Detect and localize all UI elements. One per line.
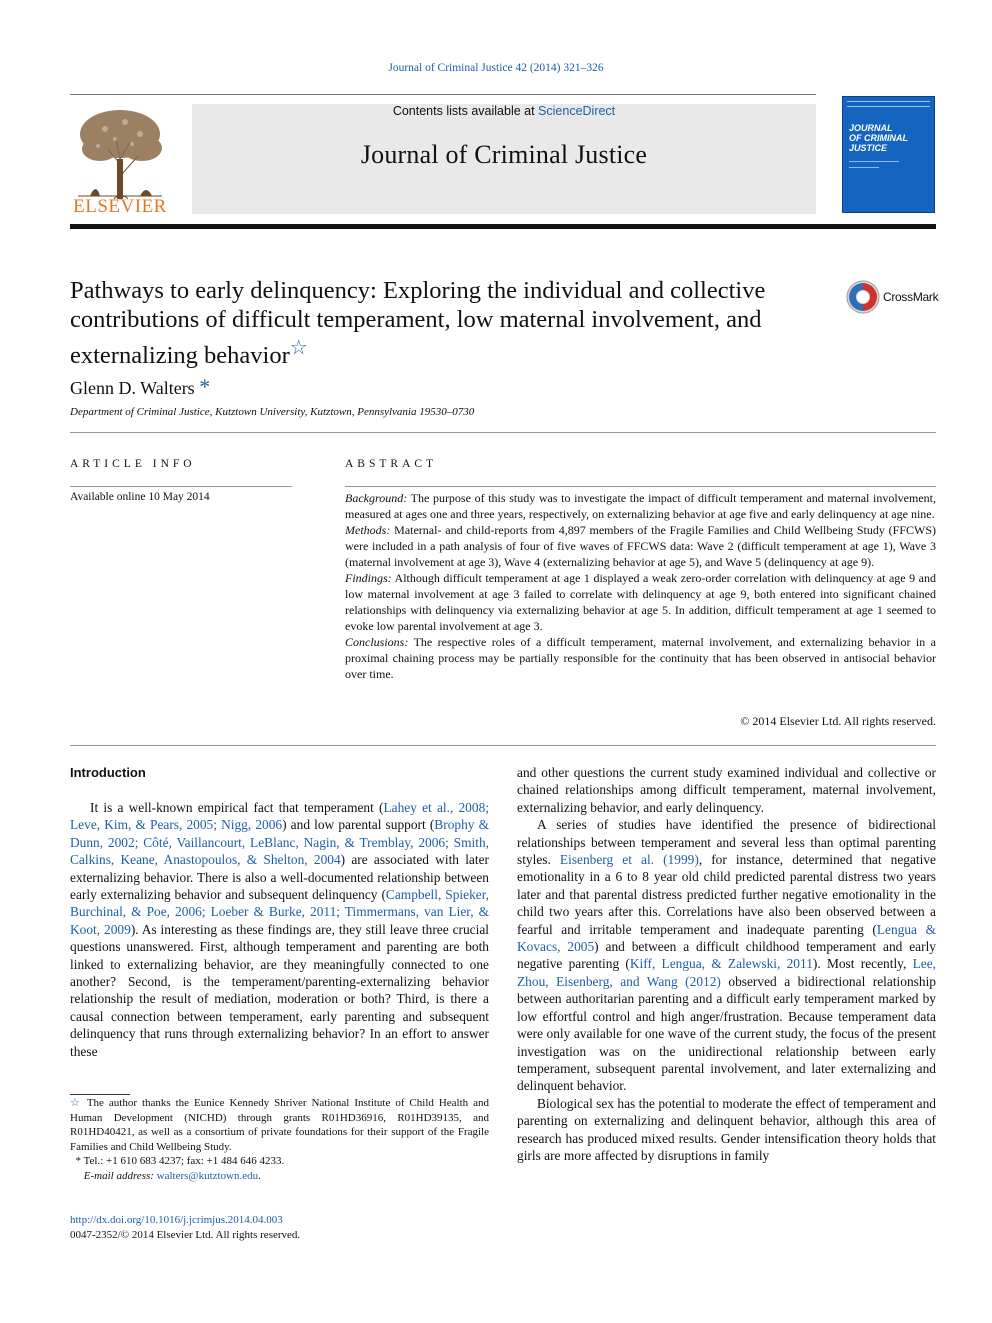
section-rule [70, 745, 936, 746]
footnotes [70, 1096, 489, 1183]
contents-availability: Contents lists available at ScienceDirect [392, 104, 616, 118]
abstract-methods: Methods: Maternal- and child-reports from 4,897 members of the Fragile Families and Child Wellbeing Study (FFCWS) were included in a path analysis of four of five waves of FFCWS data: Wave 2 (difficult temperament at age 1), Wave 3 (maternal involvement at age 3), Wave 4 (externalizing behavior at age 5), and Wave 5 (delinquency at age 9). [345, 523, 936, 569]
citation-link[interactable]: Lengua & Kovacs, 2005 [517, 921, 936, 955]
section-rule [70, 432, 936, 433]
citation-link[interactable]: Brophy & Dunn, 2002; Côté, Vaillancourt, LeBlanc, Nagin, & Tremblay, 2006; Smith, Calkins, Keane, Anastopoulos, & Shelton, 2004 [70, 817, 489, 868]
elsevier-wordmark: ELSEVIER [73, 196, 167, 217]
journal-cover-thumbnail[interactable] [842, 96, 935, 213]
left-column-text [70, 799, 489, 1060]
header-thick-rule [70, 224, 936, 229]
article-info-heading: ARTICLE INFO [70, 458, 196, 470]
paragraph: It is a well-known empirical fact that temperament (Lahey et al., 2008; Leve, Kim, & Pears, 2005; Nigg, 2006) and low parental support (Brophy & Dunn, 2002; Côté, Vaillancourt, LeBlanc, Nagin, & Tremblay, 2006; Smith, Calkins, Keane, Anastopoulos, & Shelton, 2004) are associated with later externalizing behavior. There is also a well-documented relationship between early externalizing behavior and subsequent delinquency (Campbell, Spieker, Burchinal, & Poe, 2006; Loeber & Burke, 2011; Timmermans, van Lier, & Koot, 2009). As interesting as these findings are, they still leave three crucial questions unanswered. First, although temperament and parenting are both linked to externalizing behavior, are they meaningfully connected to one another? Second, is the temperament/parenting-externalizing behavior relationship the result of mediation, moderation or both? Third, is there a causal connection between temperament, early parenting and subsequent delinquency that runs through externalizing behavior? In an effort to answer these [70, 800, 490, 1059]
abstract-rule [345, 486, 936, 487]
article-title: Pathways to early delinquency: Exploring the individual and collective contributions of difficult temperament, low maternal involvement, and externalizing behavior☆ [70, 277, 766, 370]
cover-decoration [849, 167, 879, 168]
citation-link[interactable]: Lahey et al., 2008; Leve, Kim, & Pears, 2005; Nigg, 2006 [70, 800, 489, 833]
funding-footnote: ☆ The author thanks the Eunice Kennedy Shriver National Institute of Child Health and Human Development (NICHD) through grants R01HD36916, R01HD39135, and R01HD40421, as well as a consortium of private foundations for their support of the Fragile Families and Child Wellbeing Study. [70, 1097, 489, 1153]
paragraph: Biological sex has the potential to moderate the effect of temperament and parenting on externalizing and delinquent behavior, although this area of research has produced mixed results. Gender intensification theory holds that girls are more affected by disruptions in family [517, 1095, 936, 1163]
author-name: Glenn D. Walters * [70, 374, 211, 399]
abstract-findings: Findings: Although difficult temperament at age 1 displayed a weak zero-order correlation with delinquency at age 9 and low maternal involvement at age 3 failed to correlate with delinquency at age 9, both entered into significant chained relationships with delinquency via externalizing behavior at age 5. In addition, difficult temperament at age 1 seemed to evoke low parental involvement at age 3. [345, 571, 936, 633]
paragraph: A series of studies have identified the presence of bidirectional relationships between temperament and several less than optimal parenting styles. Eisenberg et al. (1999), for instance, determined that negative emotionality in a 6 to 8 year old child predicted parental distress two years later and that parental distress predicted further negative emotionality in the child two years after this. Correlations have also been observed between a fearful and irritable temperament and inadequate parenting (Lengua & Kovacs, 2005) and between a difficult childhood temperament and early negative parenting (Kiff, Lengua, & Zalewski, 2011). Most recently, Lee, Zhou, Eisenberg, and Wang (2012) observed a bidirectional relationship between authoritarian parenting and a difficult early temperament marked by low effortful control and high anger/frustration. Because temperament data were only available for one wave of the current study, the focus of the present investigation was on the unidirectional relationship between early temperament, subsequent parental involvement, and later externalizing and delinquent behavior. [517, 817, 937, 1094]
cover-title: JOURNAL OF CRIMINAL JUSTICE [849, 123, 908, 153]
author-affiliation: Department of Criminal Justice, Kutztown University, Kutztown, Pennsylvania 19530–0730 [70, 406, 475, 418]
contact-footnote: * Tel.: +1 610 683 4237; fax: +1 484 646 4233. [75, 1155, 285, 1167]
author-footnote-marker[interactable]: * [199, 374, 211, 399]
footnote-rule [70, 1094, 130, 1095]
introduction-heading: Introduction [70, 765, 146, 780]
doi-link[interactable]: http://dx.doi.org/10.1016/j.jcrimjus.2014.04.003 [70, 1214, 283, 1226]
citation-link[interactable]: Eisenberg et al. (1999) [559, 852, 699, 868]
abstract-background: Background: The purpose of this study was to investigate the impact of difficult temperament and maternal involvement, measured at ages one and three years, respectively, on externalizing behavior at age five and early delinquency at age nine. [345, 491, 936, 521]
available-online-date: Available online 10 May 2014 [70, 491, 210, 503]
cover-decoration [849, 161, 899, 162]
crossmark-label[interactable]: CrossMark [883, 290, 939, 304]
title-footnote-star[interactable]: ☆ [289, 337, 308, 359]
issn-copyright: 0047-2352/© 2014 Elsevier Ltd. All rights reserved. [70, 1229, 301, 1241]
sciencedirect-link[interactable]: ScienceDirect [538, 104, 616, 118]
cover-top-band [847, 101, 930, 107]
abstract-conclusions: Conclusions: The respective roles of a difficult temperament, maternal involvement, and externalizing behavior in a proximal chaining process may be partially responsible for the continuity that has been observed in antisocial behavior over time. [345, 635, 936, 681]
crossmark-icon[interactable] [846, 280, 880, 314]
header-rule [70, 94, 816, 95]
journal-citation[interactable]: Journal of Criminal Justice 42 (2014) 321–326 [388, 62, 604, 74]
abstract-body [345, 490, 936, 682]
journal-name[interactable]: Journal of Criminal Justice [360, 140, 648, 169]
citation-link[interactable]: Lee, Zhou, Eisenberg, and Wang (2012) [517, 956, 936, 989]
abstract-heading: ABSTRACT [345, 458, 438, 470]
right-column-text [517, 764, 936, 1164]
citation-link[interactable]: Campbell, Spieker, Burchinal, & Poe, 2006; Loeber & Burke, 2011; Timmermans, van Lier, & Koot, 2009 [70, 887, 489, 937]
abstract-copyright: © 2014 Elsevier Ltd. All rights reserved. [740, 714, 936, 728]
paragraph: and other questions the current study examined individual and collective or chained relationships among difficult temperament, maternal involvement, externalizing behavior, and early delinquency. [517, 765, 936, 815]
article-info-rule [70, 486, 292, 487]
email-footnote: E-mail address: walters@kutztown.edu. [83, 1169, 261, 1182]
citation-link[interactable]: Kiff, Lengua, & Zalewski, 2011 [629, 956, 813, 972]
email-link[interactable]: walters@kutztown.edu [156, 1169, 259, 1182]
